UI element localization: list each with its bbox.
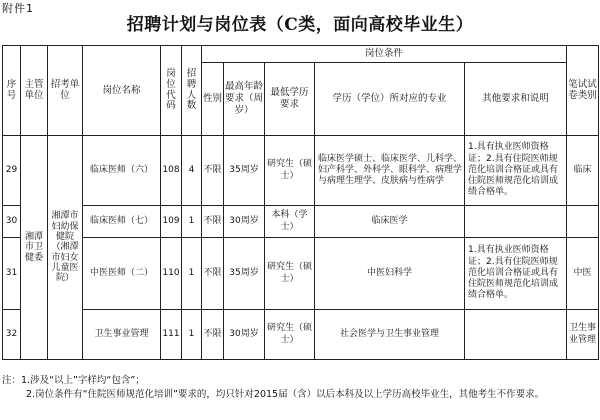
cell-gender: 不限 — [202, 206, 224, 238]
cell-code: 109 — [161, 206, 182, 238]
cell-code: 111 — [161, 310, 182, 360]
header-edu: 最低学历要求 — [265, 63, 315, 136]
header-dept: 主管单位 — [21, 46, 48, 136]
header-other: 其他要求和说明 — [465, 63, 567, 136]
note-line: 2.岗位条件有“住院医师规范化培训”要求的，均只针对2015届（含）以后本科及以上学历高校毕业生，其他考生不作要求。 — [26, 389, 545, 400]
cell-age: 35周岁 — [224, 136, 265, 206]
cell-gender: 不限 — [202, 310, 224, 360]
header-gender: 性别 — [202, 63, 224, 136]
header-age: 最高年龄要求（周岁） — [224, 63, 265, 136]
cell-seq: 31 — [3, 238, 21, 310]
cell-major: 临床医学 — [315, 206, 465, 238]
cell-seq: 30 — [3, 206, 21, 238]
cell-count: 1 — [182, 310, 202, 360]
header-seq: 序号 — [3, 46, 21, 136]
cell-edu: 研究生（硕士） — [265, 238, 315, 310]
attachment-label: 附件1 — [2, 2, 34, 15]
table-row — [3, 238, 599, 310]
cell-edu: 本科（学士） — [265, 206, 315, 238]
cell-code: 110 — [161, 238, 182, 310]
table-row — [3, 136, 599, 206]
cell-seq: 32 — [3, 310, 21, 360]
cell-major: 社会医学与卫生事业管理 — [315, 310, 465, 360]
cell-count: 1 — [182, 238, 202, 310]
cell-position: 中医医师（二） — [83, 238, 161, 310]
cell-age: 30周岁 — [224, 310, 265, 360]
header-position: 岗位名称 — [83, 46, 161, 136]
cell-major: 中医妇科学 — [315, 238, 465, 310]
cell-exam — [567, 206, 599, 238]
note-line: 注：1.涉及“以上”字样均“包含”； — [2, 375, 145, 386]
cell-position: 临床医师（七） — [83, 206, 161, 238]
table-row — [3, 310, 599, 360]
header-count: 招聘人数 — [182, 46, 202, 136]
cell-unit: 湘潭市妇幼保健院（湘潭市妇女儿童医院） — [48, 136, 83, 360]
cell-exam: 中医 — [567, 238, 599, 310]
cell-major: 临床医学硕士、临床医学、儿科学、妇产科学、外科学、眼科学、病理学与病理生理学、皮肤病与性病学 — [315, 136, 465, 206]
cell-position: 卫生事业管理 — [83, 310, 161, 360]
table-row — [3, 206, 599, 238]
page-title: 招聘计划与岗位表（C类，面向高校毕业生） — [126, 15, 474, 35]
cell-code: 108 — [161, 136, 182, 206]
header-exam: 笔试试卷类别 — [567, 46, 599, 136]
cell-other — [465, 206, 567, 238]
cell-seq: 29 — [3, 136, 21, 206]
cell-count: 1 — [182, 206, 202, 238]
cell-gender: 不限 — [202, 136, 224, 206]
header-code: 岗位代码 — [161, 46, 182, 136]
cell-count: 4 — [182, 136, 202, 206]
cell-age: 35周岁 — [224, 238, 265, 310]
cell-edu: 研究生（硕士） — [265, 310, 315, 360]
recruitment-table — [2, 45, 599, 360]
notes — [2, 374, 598, 402]
cell-exam: 临床 — [567, 136, 599, 206]
header-major: 学历（学位）所对应的专业 — [315, 63, 465, 136]
header-unit: 招考单位 — [48, 46, 83, 136]
cell-gender: 不限 — [202, 238, 224, 310]
cell-age: 30周岁 — [224, 206, 265, 238]
cell-other: 1.具有执业医师资格证；2.具有住院医师规范化培训合格证或具有住院医师规范化培训成绩合格单。 — [465, 136, 567, 206]
cell-position: 临床医师（六） — [83, 136, 161, 206]
header-conditions: 岗位条件 — [202, 46, 567, 63]
cell-other — [465, 310, 567, 360]
cell-other: 1.具有执业医师资格证；2.具有住院医师规范化培训合格证或具有住院医师规范化培训成绩合格单。 — [465, 238, 567, 310]
cell-dept: 湘潭市卫健委 — [21, 136, 48, 360]
cell-edu: 研究生（硕士） — [265, 136, 315, 206]
cell-exam: 卫生事业管理 — [567, 310, 599, 360]
